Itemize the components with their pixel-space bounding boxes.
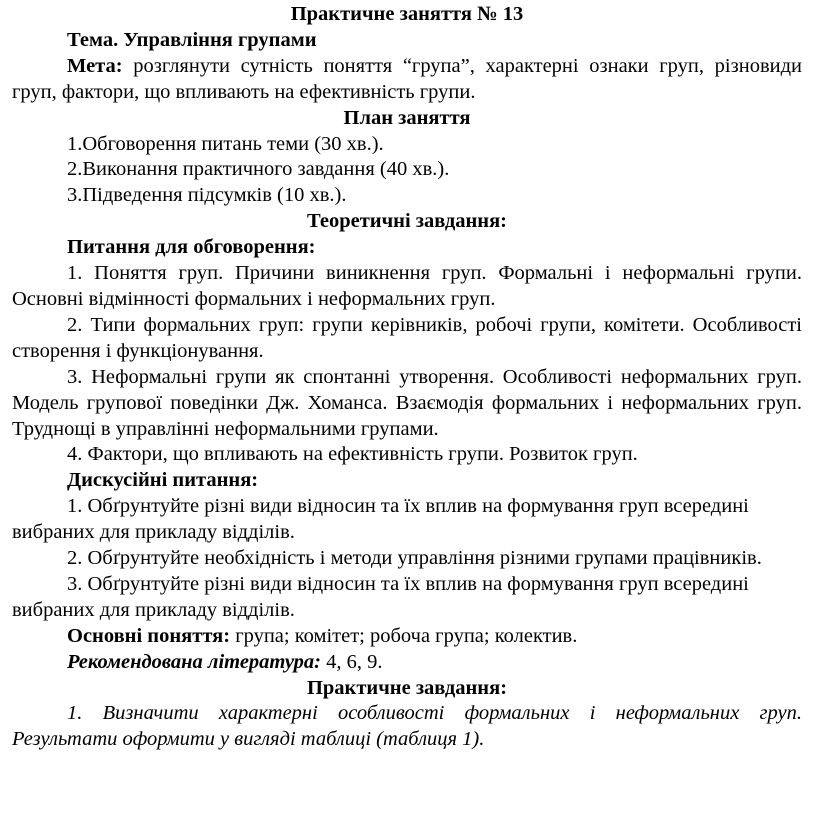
theory-heading: Теоретичні завдання:	[306, 210, 508, 233]
discussion-item: 3. Обґрунтуйте різні види відносин та їх вплив на формування груп всередині вибраних для прикладу відділів.	[12, 572, 749, 621]
question-item: 4. Фактори, що впливають на ефективність групи. Розвиток груп.	[67, 443, 638, 466]
question-item: 1. Поняття груп. Причини виникнення груп. Формальні і неформальні групи. Основні відмінності формальних і неформальних груп.	[12, 262, 802, 310]
theme-line	[12, 28, 802, 54]
plan-item: 3.Підведення підсумків (10 хв.).	[67, 184, 347, 207]
questions-heading: Питання для обговорення:	[67, 236, 316, 259]
discussion-heading-line	[12, 468, 802, 494]
practice-heading: Практичне завдання:	[306, 676, 508, 699]
discussion-heading: Дискусійні питання:	[67, 469, 259, 492]
discussion-item: 1. Обґрунтуйте різні види відносин та їх вплив на формування груп всередині вибраних для прикладу відділів.	[12, 495, 749, 544]
concepts-label: Основні поняття:	[67, 624, 231, 647]
literature-label: Рекомендована література:	[67, 650, 322, 673]
practice-item: 1. Визначити характерні особливості формальних і неформальних груп. Результати оформити у вигляді таблиці (таблиця 1).	[12, 702, 802, 751]
plan-item: 2.Виконання практичного завдання (40 хв.).	[67, 158, 450, 181]
goal-paragraph	[12, 54, 802, 106]
literature-text: 4, 6, 9.	[321, 650, 383, 673]
plan-item: 1.Обговорення питань теми (30 хв.).	[67, 132, 384, 155]
concepts-text: група; комітет; робоча група; колектив.	[230, 624, 578, 647]
goal-text: розглянути сутність поняття “група”, характерні ознаки груп, різновиди груп, фактори, що впливають на ефективність групи.	[12, 54, 802, 103]
question-item: 2. Типи формальних груп: групи керівників, робочі групи, комітети. Особливості створення і функціонування.	[12, 313, 802, 362]
questions-heading-line	[12, 235, 802, 261]
plan-heading: План заняття	[343, 106, 471, 129]
goal-label: Мета:	[67, 54, 123, 77]
literature-line	[12, 650, 802, 676]
discussion-item: 2. Обґрунтуйте необхідність і методи управління різними групами працівників.	[67, 547, 762, 570]
concepts-line	[12, 624, 802, 650]
theme-text: Тема. Управління групами	[67, 28, 317, 51]
question-item: 3. Неформальні групи як спонтанні утворення. Особливості неформальних груп. Модель групової поведінки Дж. Хоманса. Взаємодія формальних і неформальних груп. Труднощі в управлінні неформальними групами.	[12, 365, 802, 440]
page-title: Практичне заняття № 13	[290, 3, 524, 25]
